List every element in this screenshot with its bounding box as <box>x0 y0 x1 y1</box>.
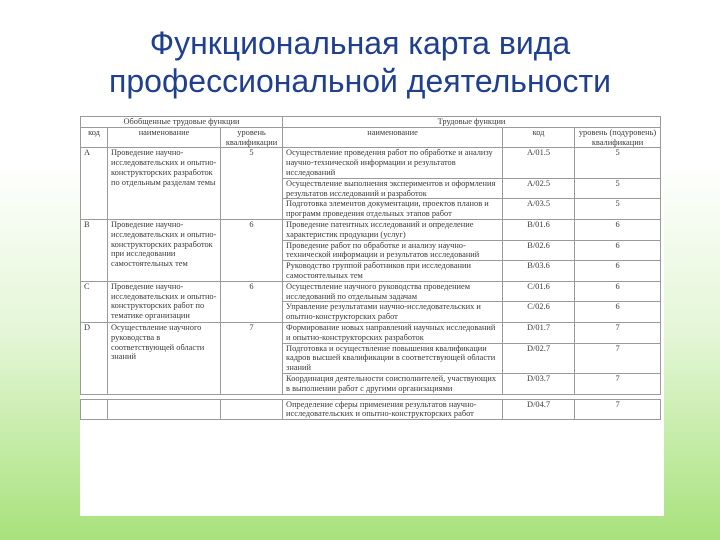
function-code: B/03.6 <box>503 261 575 282</box>
header-code: код <box>81 127 108 148</box>
group-code: D <box>81 322 108 394</box>
function-level: 7 <box>575 322 661 343</box>
slide-title-line-2: профессиональной деятельности <box>109 63 611 99</box>
group-name: Проведение научно-исследовательских и опытно-конструкторских разработок при исследовании самостоятельных тем <box>108 219 221 281</box>
group-level: 6 <box>221 281 283 322</box>
group-level: 5 <box>221 148 283 220</box>
function-name: Осуществление выполнения экспериментов и оформления результатов исследований и разработок <box>283 178 503 199</box>
function-level: 6 <box>575 261 661 282</box>
table-row <box>81 219 661 240</box>
function-level: 7 <box>575 399 661 420</box>
group-code: C <box>81 281 108 322</box>
function-name: Управление результатами научно-исследовательских и опытно-конструкторских работ <box>283 302 503 323</box>
slide-title-line-1: Функциональная карта вида <box>149 25 571 61</box>
group-code: A <box>81 148 108 220</box>
function-code: D/03.7 <box>503 373 575 394</box>
function-level: 6 <box>575 219 661 240</box>
function-name: Осуществление научного руководства проведением исследований по отдельным задачам <box>283 281 503 302</box>
function-level: 5 <box>575 178 661 199</box>
table-row <box>81 322 661 343</box>
function-level: 6 <box>575 240 661 261</box>
function-name: Формирование новых направлений научных исследований и опытно-конструкторских разработок <box>283 322 503 343</box>
header-labor-functions: Трудовые функции <box>283 117 661 128</box>
header-name: наименование <box>108 127 221 148</box>
header-function-level: уровень (подуровень) квалификации <box>575 127 661 148</box>
function-code: A/01.5 <box>503 148 575 178</box>
function-code: C/02.6 <box>503 302 575 323</box>
header-level: уровень квалификации <box>221 127 283 148</box>
function-code: B/02.6 <box>503 240 575 261</box>
function-level: 7 <box>575 373 661 394</box>
header-function-name: наименование <box>283 127 503 148</box>
function-code: D/02.7 <box>503 343 575 373</box>
group-level: 7 <box>221 322 283 394</box>
function-code: B/01.6 <box>503 219 575 240</box>
function-name: Проведение работ по обработке и анализу научно-технической информации и результатов исследований <box>283 240 503 261</box>
function-name: Руководство группой работников при исследовании самостоятельных тем <box>283 261 503 282</box>
functional-map-table <box>80 116 661 420</box>
function-level: 6 <box>575 281 661 302</box>
function-code: D/04.7 <box>503 399 575 420</box>
group-name: Проведение научно-исследовательских и опытно-конструкторских работ по тематике организации <box>108 281 221 322</box>
function-name: Определение сферы применения результатов научно-исследовательских и опытно-конструкторских работ <box>283 399 503 420</box>
table-row <box>81 399 661 420</box>
function-name: Координация деятельности соисполнителей, участвующих в выполнении работ с другими организациями <box>283 373 503 394</box>
function-level: 6 <box>575 302 661 323</box>
functional-map-table-image <box>80 116 664 516</box>
header-general-functions: Обобщенные трудовые функции <box>81 117 283 128</box>
function-code: A/03.5 <box>503 199 575 220</box>
slide-title <box>0 24 720 100</box>
table-row <box>81 281 661 302</box>
group-name: Проведение научно-исследовательских и опытно-конструкторских разработок по отдельным разделам темы <box>108 148 221 220</box>
function-code: D/01.7 <box>503 322 575 343</box>
group-level: 6 <box>221 219 283 281</box>
group-code: B <box>81 219 108 281</box>
function-code: A/02.5 <box>503 178 575 199</box>
group-name: Осуществление научного руководства в соответствующей области знаний <box>108 322 221 394</box>
table-row <box>81 148 661 178</box>
function-code: C/01.6 <box>503 281 575 302</box>
function-level: 7 <box>575 343 661 373</box>
function-level: 5 <box>575 199 661 220</box>
function-level: 5 <box>575 148 661 178</box>
header-function-code: код <box>503 127 575 148</box>
function-name: Проведение патентных исследований и определение характеристик продукции (услуг) <box>283 219 503 240</box>
function-name: Подготовка и осуществление повышения квалификации кадров высшей квалификации в соответствующей области знаний <box>283 343 503 373</box>
function-name: Подготовка элементов документации, проектов планов и программ проведения отдельных этапов работ <box>283 199 503 220</box>
function-name: Осуществление проведения работ по обработке и анализу научно-технической информации и результатов исследований <box>283 148 503 178</box>
